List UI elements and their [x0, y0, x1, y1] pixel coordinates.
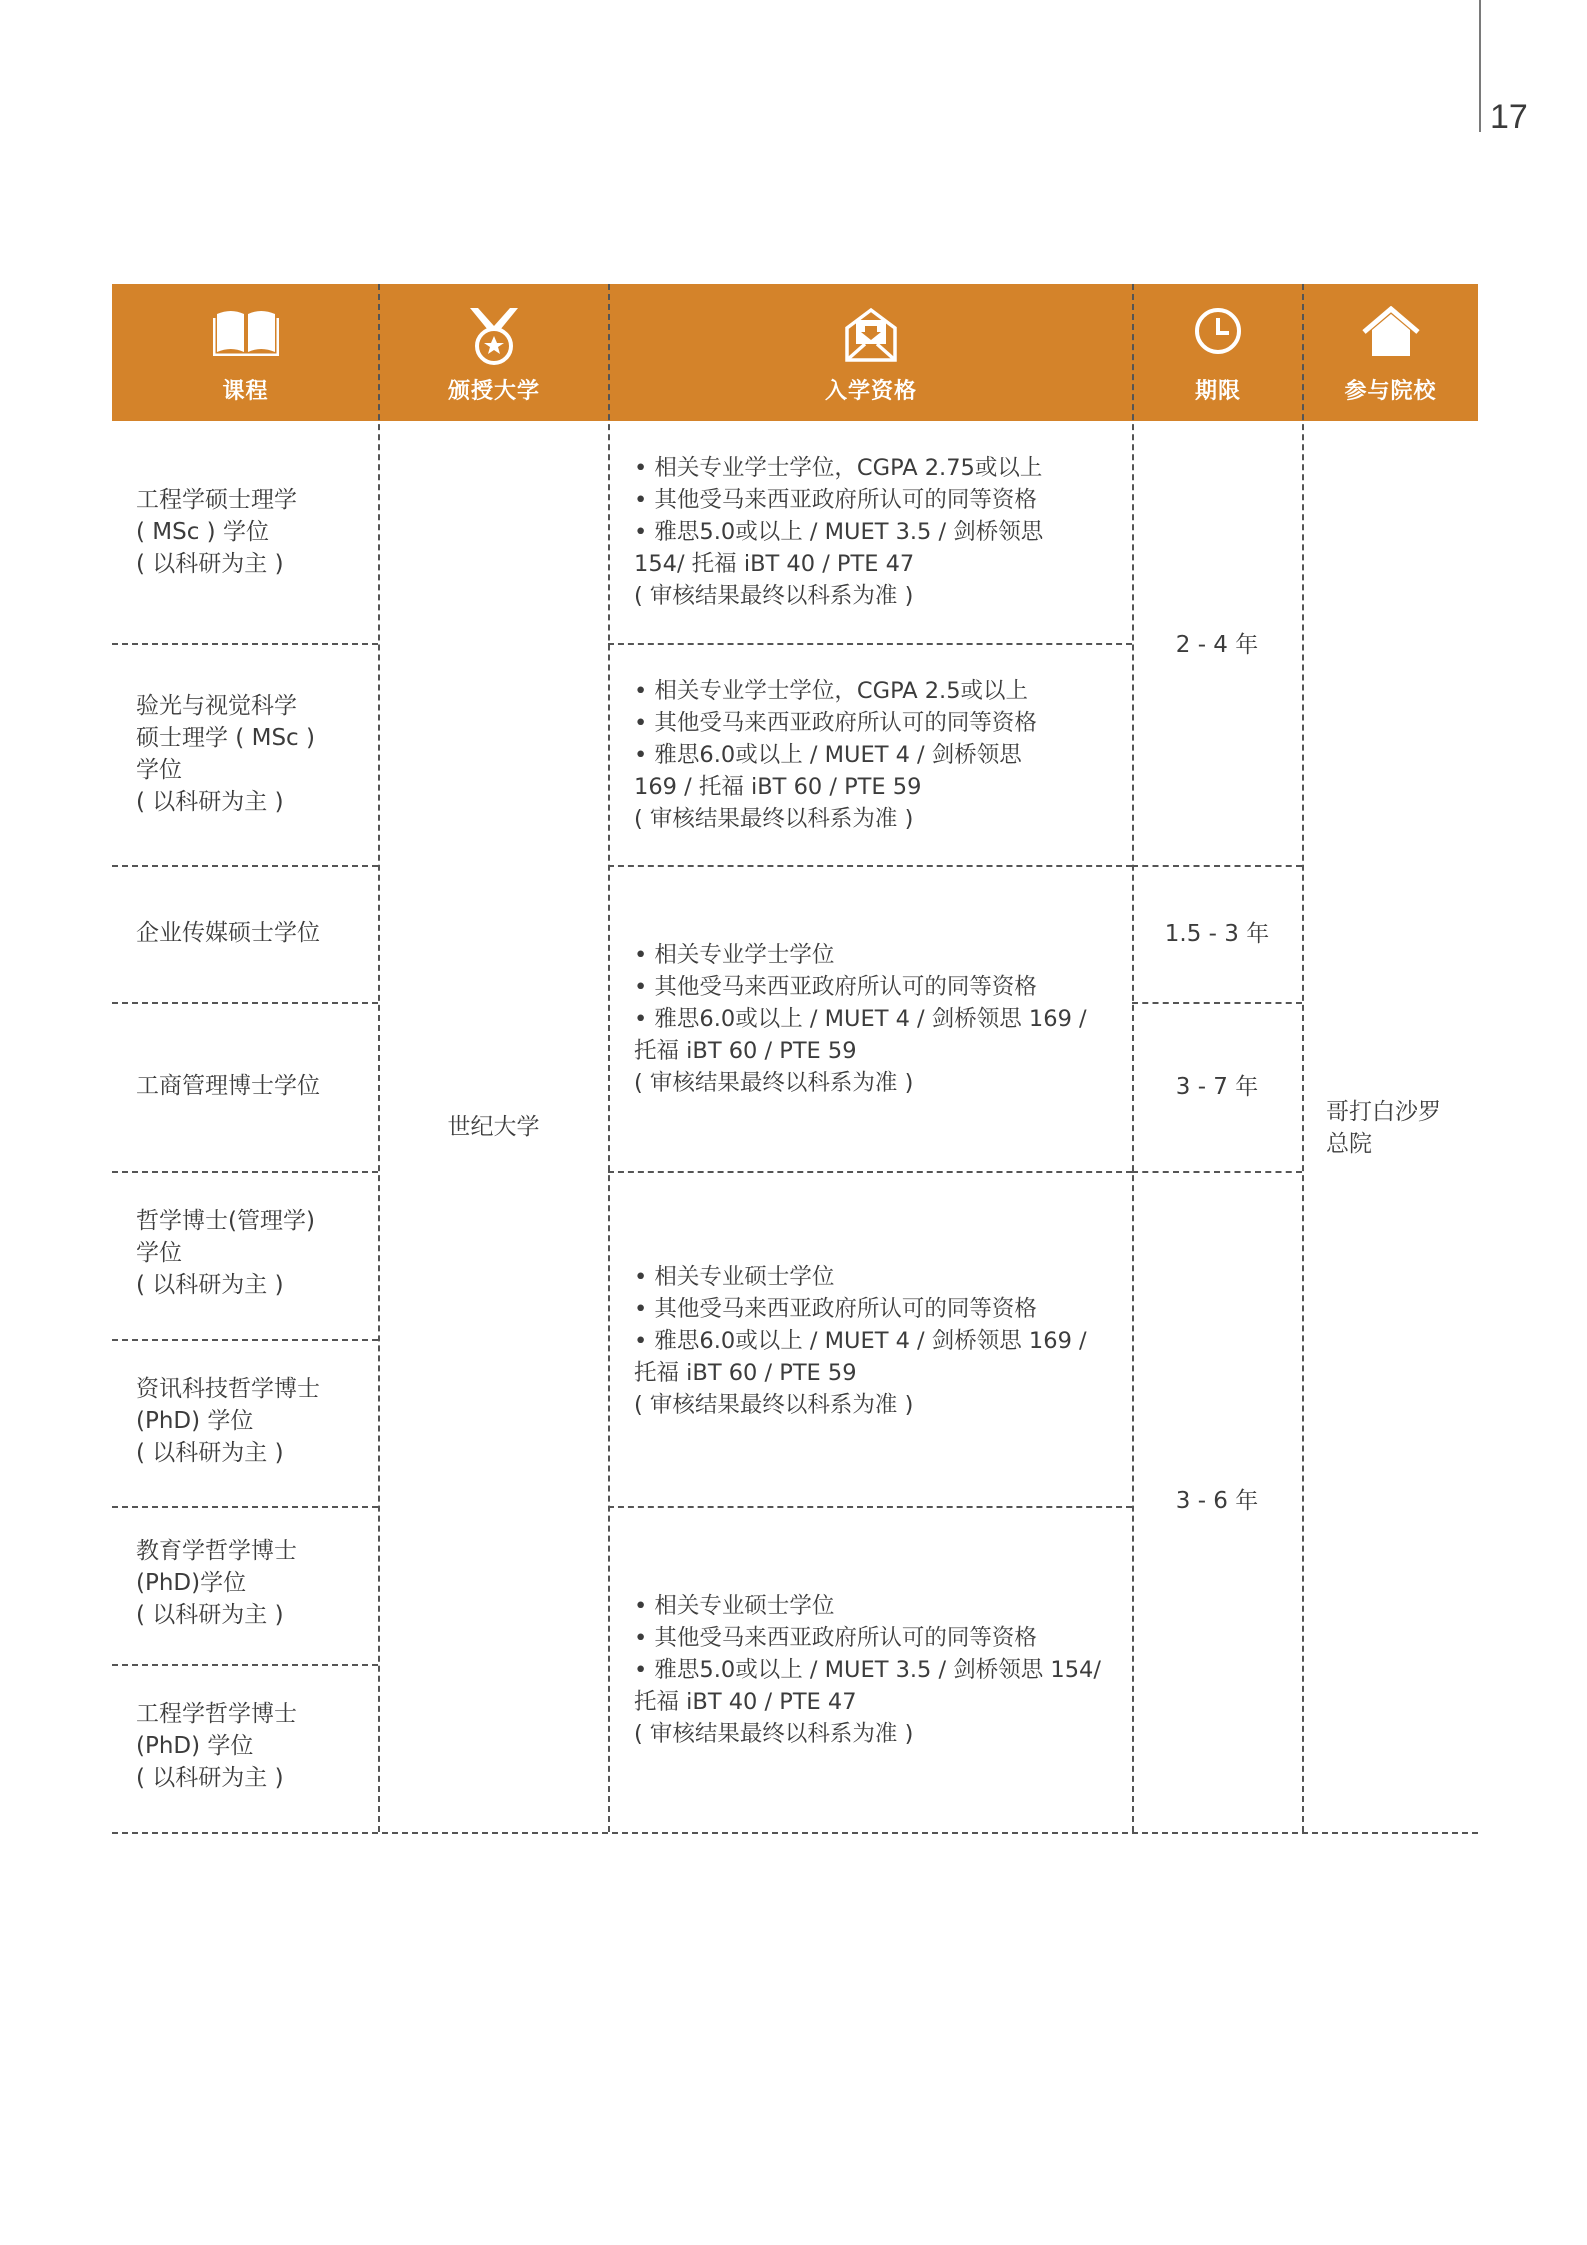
- divider-h: [112, 643, 378, 645]
- divider-h: [1132, 1171, 1302, 1173]
- divider-v4: [1302, 284, 1304, 1832]
- program-name: 验光与视觉科学 硕士理学 ( MSc ) 学位 ( 以科研为主 ): [136, 693, 315, 815]
- medal-icon: [466, 306, 522, 370]
- divider-h: [112, 1339, 378, 1341]
- divider-h: [112, 1506, 378, 1508]
- divider-h: [112, 865, 378, 867]
- program-name: 工商管理博士学位: [136, 1073, 320, 1099]
- header-university: [379, 284, 609, 421]
- requirements-block: • 相关专业硕士学位 • 其他受马来西亚政府所认可的同等资格 • 雅思5.0或以上 / MUET 3.5 / 剑桥领思 154/ 托福 iBT 40 / PTE 47 ( 审核结果最终以科系为准 ): [634, 1593, 1101, 1747]
- program-name: 企业传媒硕士学位: [136, 920, 320, 946]
- divider-v3: [1132, 284, 1134, 1832]
- divider-v2: [608, 284, 610, 1832]
- divider-h: [112, 1664, 378, 1666]
- header-university-label: 颁授大学: [447, 379, 540, 404]
- duration-value: 2 - 4 年: [1175, 632, 1259, 658]
- divider-h: [608, 643, 1132, 645]
- header-campus: [1303, 284, 1478, 421]
- program-name: 哲学博士(管理学) 学位 ( 以科研为主 ): [136, 1208, 315, 1298]
- header-course: [112, 284, 379, 421]
- divider-h: [608, 1506, 1132, 1508]
- duration-value: 1.5 - 3 年: [1164, 921, 1270, 947]
- campus-name: 哥打白沙罗 总院: [1326, 1099, 1441, 1157]
- divider-h: [1132, 1002, 1302, 1004]
- requirements-block: • 相关专业学士学位，CGPA 2.5或以上 • 其他受马来西亚政府所认可的同等资格 • 雅思6.0或以上 / MUET 4 / 剑桥领思 169 / 托福 iBT 60 / PTE 59 ( 审核结果最终以科系为准 ): [634, 678, 1037, 832]
- requirements-block: • 相关专业硕士学位 • 其他受马来西亚政府所认可的同等资格 • 雅思6.0或以上 / MUET 4 / 剑桥领思 169 / 托福 iBT 60 / PTE 59 ( 审核结果最终以科系为准 ): [634, 1264, 1087, 1418]
- open-book-icon: [213, 306, 279, 360]
- duration-value: 3 - 7 年: [1175, 1074, 1259, 1100]
- divider-h: [608, 865, 1132, 867]
- program-table: [112, 284, 1478, 1832]
- divider-h: [112, 1002, 378, 1004]
- header-admission: [609, 284, 1133, 421]
- header-course-label: 课程: [222, 379, 269, 404]
- header-duration-label: 期限: [1194, 379, 1241, 404]
- page-rule: [1479, 0, 1481, 132]
- divider-h: [608, 1171, 1132, 1173]
- house-icon: [1362, 306, 1420, 362]
- divider-h: [112, 1171, 378, 1173]
- duration-value: 3 - 6 年: [1175, 1488, 1259, 1514]
- header-campus-label: 参与院校: [1344, 379, 1437, 404]
- clock-icon: [1193, 306, 1243, 360]
- university-name: 世纪大学: [447, 1114, 540, 1140]
- divider-v1: [378, 284, 380, 1832]
- header-admission-label: 入学资格: [824, 379, 917, 404]
- divider-bottom: [112, 1832, 1478, 1834]
- divider-h: [1132, 865, 1302, 867]
- requirements-block: • 相关专业学士学位 • 其他受马来西亚政府所认可的同等资格 • 雅思6.0或以上 / MUET 4 / 剑桥领思 169 / 托福 iBT 60 / PTE 59 ( 审核结果最终以科系为准 ): [634, 942, 1087, 1096]
- requirements-block: • 相关专业学士学位，CGPA 2.75或以上 • 其他受马来西亚政府所认可的同等资格 • 雅思5.0或以上 / MUET 3.5 / 剑桥领思 154/ 托福 iBT 40 / PTE 47 ( 审核结果最终以科系为准 ): [634, 455, 1044, 609]
- program-name: 工程学硕士理学 ( MSc ) 学位 ( 以科研为主 ): [136, 487, 297, 577]
- envelope-icon: [843, 306, 899, 368]
- table-header: [112, 284, 1478, 421]
- page-number: 17: [1490, 98, 1528, 136]
- header-duration: [1133, 284, 1303, 421]
- program-name: 教育学哲学博士 (PhD)学位 ( 以科研为主 ): [136, 1538, 297, 1628]
- program-name: 资讯科技哲学博士 (PhD) 学位 ( 以科研为主 ): [136, 1376, 320, 1466]
- program-name: 工程学哲学博士 (PhD) 学位 ( 以科研为主 ): [136, 1701, 297, 1791]
